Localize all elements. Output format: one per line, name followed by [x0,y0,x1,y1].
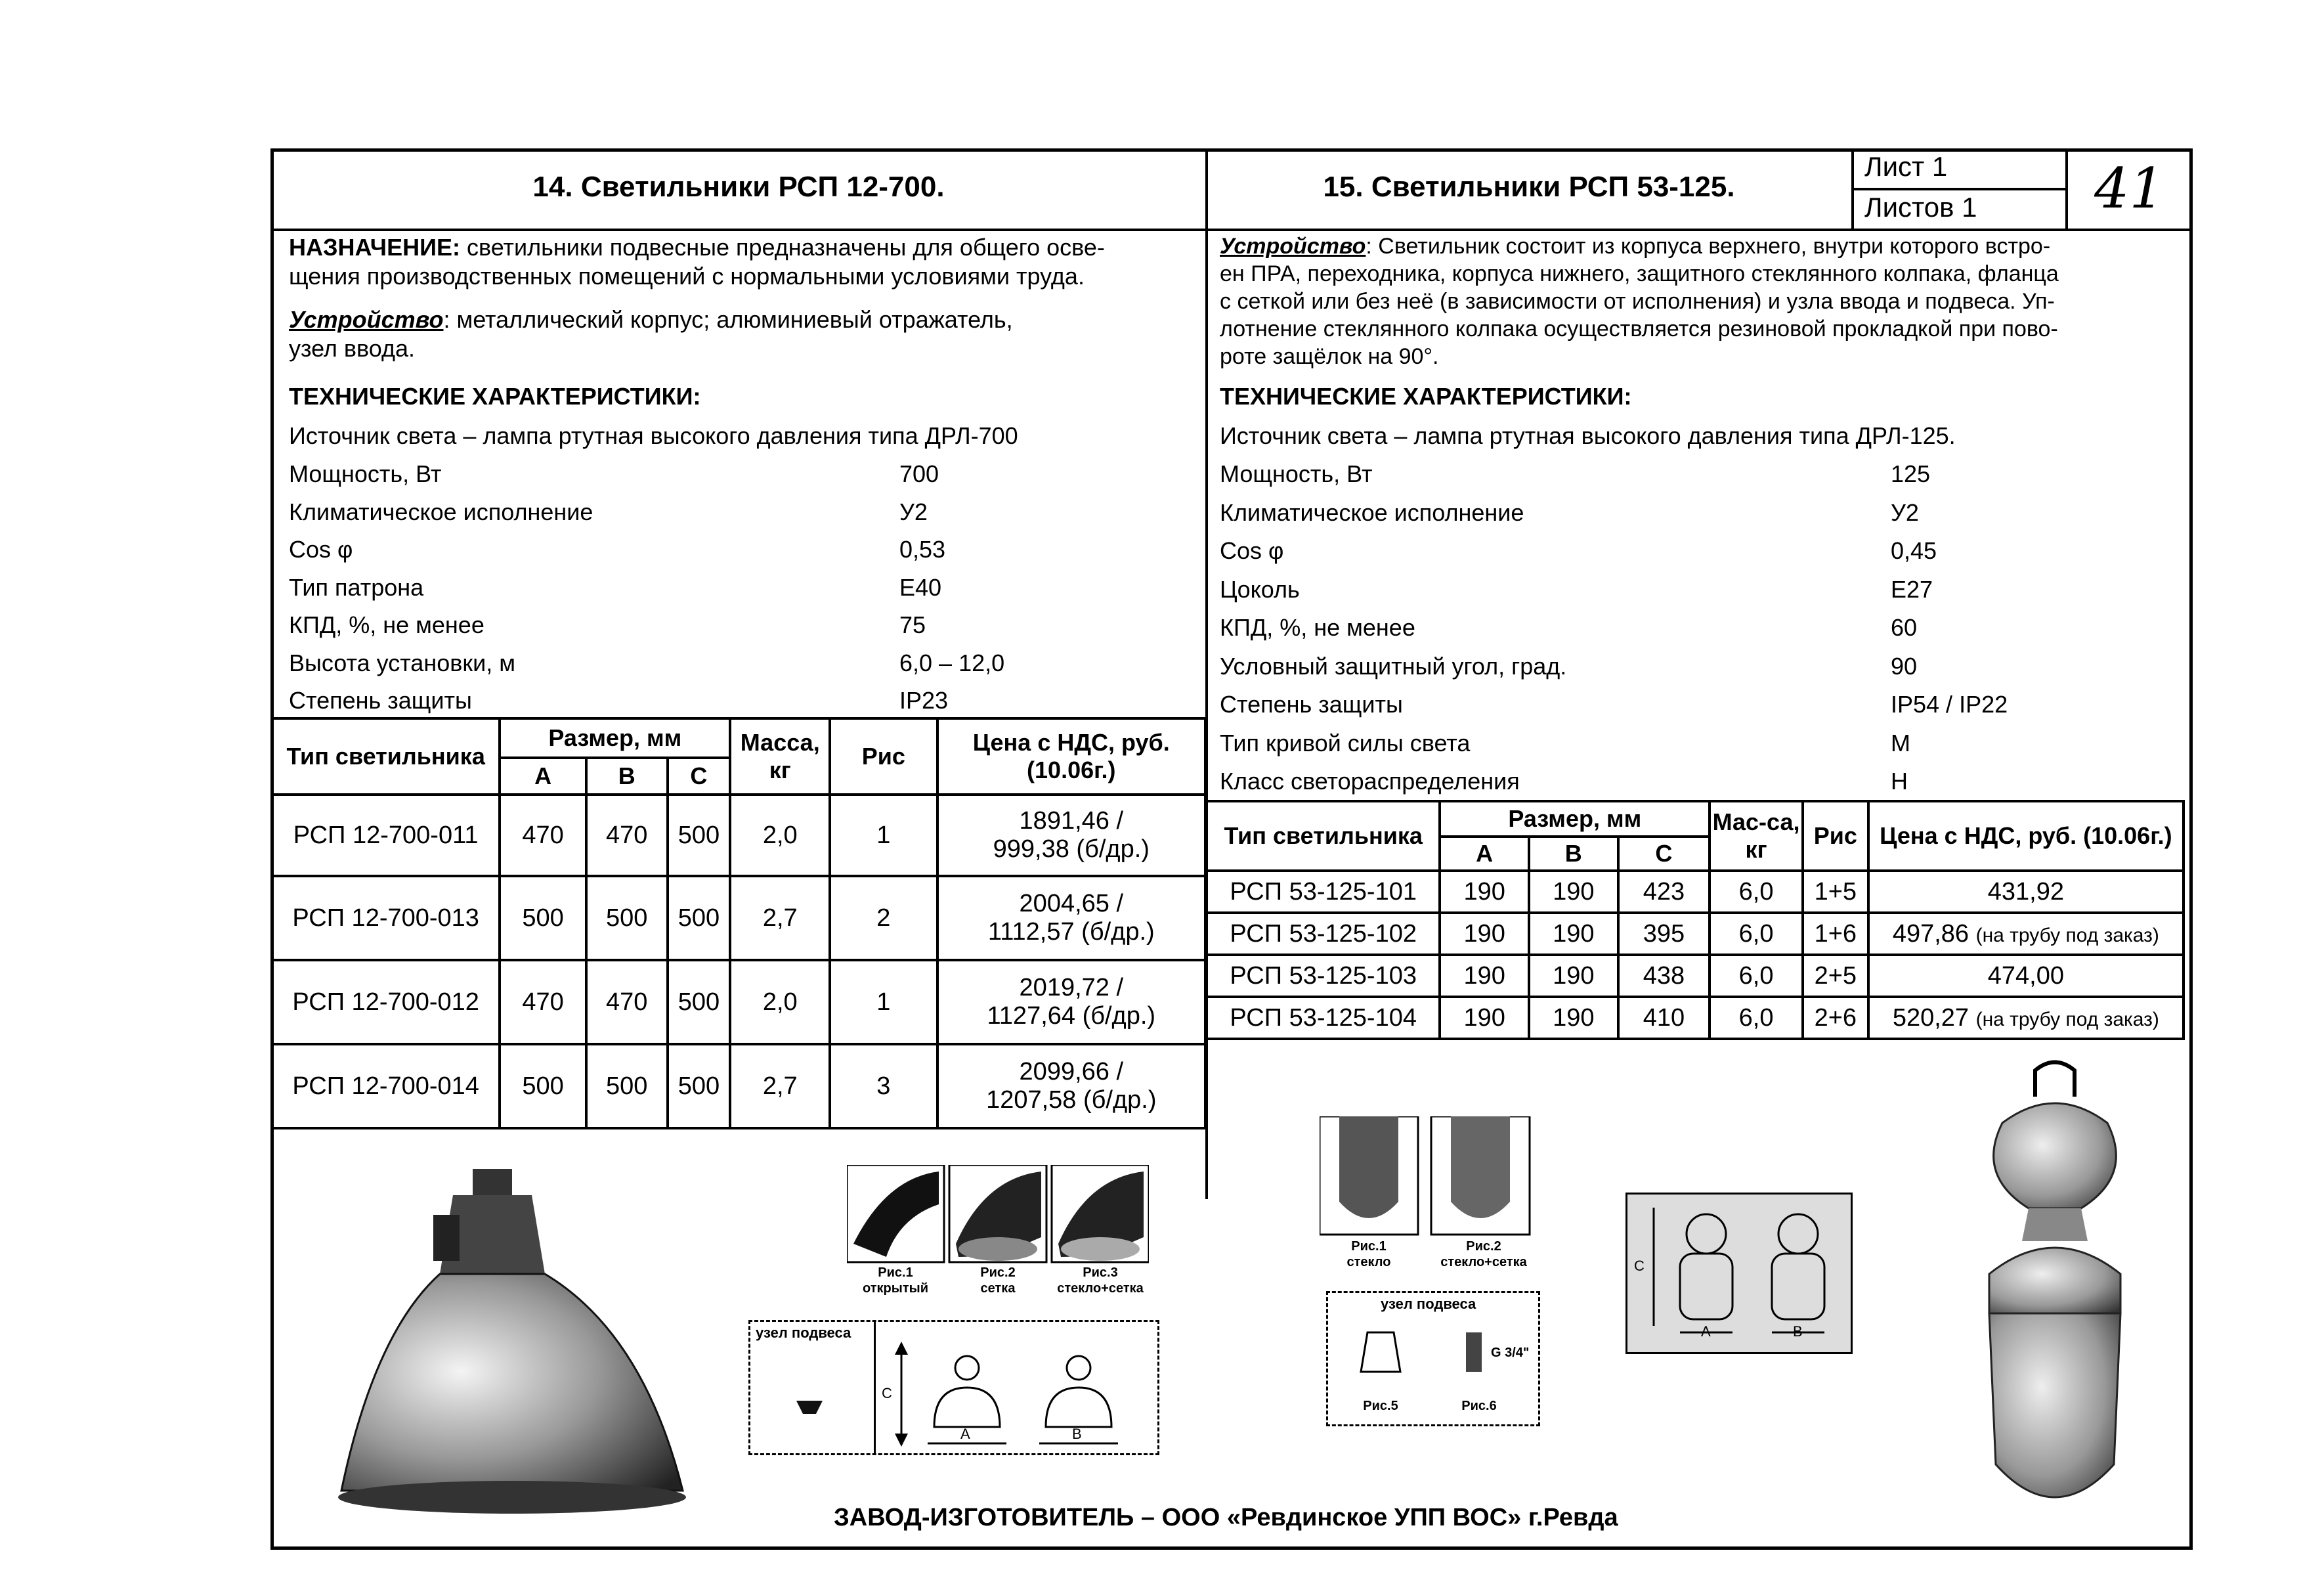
table-cell: 6,0 [1710,871,1803,913]
purpose-text: светильники подвесные предназначены для общего осве- [467,234,1105,261]
table-cell: 2+5 [1803,955,1868,997]
price-line: 2099,66 / [1019,1058,1124,1085]
table-cell: 500 [500,876,586,960]
table-cell: 423 [1618,871,1710,913]
device-line: ен ПРА, переходника, корпуса нижнего, защитного стеклянного колпака, фланца [1220,261,2059,286]
price-note: (на трубу под заказ) [1975,924,2159,946]
right-device-label: Устройство [1220,234,1366,259]
device-line: лотнение стеклянного колпака осуществляется резиновой прокладкой при пово- [1220,317,2058,341]
price-value: 520,27 [1892,1003,1969,1032]
table-row [1207,955,2184,997]
table-cell: 1+5 [1803,871,1868,913]
table-row [1207,913,2184,955]
table-cell: РСП 12-700-012 [272,960,500,1044]
table-cell: 500 [668,876,731,960]
device-label: Устройство [289,306,444,333]
table-cell: 2,7 [730,876,830,960]
right-fig-strip [1320,1116,1543,1287]
spec-name: Степень защиты [1220,691,1403,718]
table-cell [937,795,1205,876]
table-cell: 3 [830,1044,937,1128]
spec-name: КПД, %, не менее [1220,614,1415,641]
spec-value: IP54 / IP22 [1891,691,2008,718]
purpose-label: НАЗНАЧЕНИЕ: [289,234,460,261]
page-number: 41 [2094,156,2164,221]
spec-name: Класс светораспределения [1220,768,1520,795]
table-cell: 2 [830,876,937,960]
table-cell: РСП 53-125-104 [1207,997,1440,1039]
table-row [1207,871,2184,913]
price-value: 474,00 [1987,961,2064,990]
table-cell: РСП 53-125-103 [1207,955,1440,997]
spec-name: Цоколь [1220,575,1300,603]
spec-name: Мощность, Вт [289,460,442,487]
rth-price: Цена с НДС, руб. (10.06г.) [1868,801,2184,871]
table-cell: 1+6 [1803,913,1868,955]
table-cell [937,876,1205,960]
th-mass: Масса, кг [730,718,830,795]
table-cell: 190 [1440,955,1529,997]
th-b: В [586,758,668,795]
device-line: роте защёлок на 90°. [1220,344,1439,369]
price-line: 1112,57 (б/др.) [987,918,1155,946]
table-cell: РСП 53-125-101 [1207,871,1440,913]
spec-name: Степень защиты [289,687,472,714]
th-price: Цена с НДС, руб. (10.06г.) [937,718,1205,795]
table-cell: РСП 53-125-102 [1207,913,1440,955]
right-node-label: узел подвеса [1381,1296,1476,1312]
dim-b-label: В [1072,1426,1082,1442]
rdim-a-label: А [1701,1323,1711,1340]
table-cell: 500 [586,876,668,960]
left-light-source: Источник света – лампа ртутная высокого давления типа ДРЛ-700 [289,422,1018,449]
device-text: : металлический корпус; алюминиевый отражатель, [443,306,1013,333]
sheet-number: Лист 1 [1864,151,1948,182]
fig5-caption: Рис.5 [1363,1399,1398,1413]
table-row [272,876,1205,960]
spec-name: Условный защитный угол, град. [1220,652,1567,680]
table-cell: 190 [1440,997,1529,1039]
fig3-caption-b: стекло+сетка [1057,1281,1144,1296]
title-divider [270,229,2193,231]
th-c: С [668,758,731,795]
spec-name: Высота установки, м [289,649,515,676]
spec-value: Н [1891,768,1908,795]
spec-value: У2 [1891,498,1919,526]
sheet-count: Листов 1 [1864,192,1977,223]
spec-name: Тип кривой силы света [1220,729,1471,756]
price-line: 1891,46 / [1019,807,1124,835]
price-line: 999,38 (б/др.) [993,835,1150,863]
left-device [289,305,1201,363]
rdim-b-label: В [1793,1323,1803,1340]
table-row [272,1044,1205,1128]
table-cell: 2,7 [730,1044,830,1128]
right-dimension-drawing [1625,1193,1853,1354]
table-cell: 470 [586,960,668,1044]
thread-label: G 3/4" [1491,1346,1530,1360]
spec-value: У2 [899,498,928,525]
table-row [1207,997,2184,1039]
rfig1-caption: Рис.1 [1351,1239,1387,1254]
table-cell: 6,0 [1710,913,1803,955]
rfig2-caption: Рис.2 [1466,1239,1501,1254]
lamp-rsp-12-700-image [315,1162,709,1530]
left-dimension-drawing [748,1320,1159,1455]
spec-value: 0,53 [899,536,946,563]
fig2-caption: Рис.2 [980,1265,1016,1280]
spec-name: Мощность, Вт [1220,460,1373,487]
table-cell: 438 [1618,955,1710,997]
left-title: 14. Светильники РСП 12-700. [532,171,945,203]
dim-c-label: С [882,1385,892,1401]
table-cell: 2,0 [730,960,830,1044]
spec-value: 60 [1891,614,1918,641]
table-cell: 2,0 [730,795,830,876]
device-line: с сеткой или без неё (в зависимости от исполнения) и узла ввода и подвеса. Уп- [1220,289,2055,314]
rth-type: Тип светильника [1207,801,1440,871]
table-cell: 190 [1440,913,1529,955]
table-row [272,960,1205,1044]
th-a: А [500,758,586,795]
table-cell: РСП 12-700-014 [272,1044,500,1128]
table-cell: 410 [1618,997,1710,1039]
rth-fig: Рис [1803,801,1868,871]
spec-value: Е27 [1891,575,1933,603]
price-note: (на трубу под заказ) [1975,1008,2159,1030]
table-cell: 500 [668,795,731,876]
table-row [272,795,1205,876]
rdim-c-label: С [1634,1258,1645,1274]
rfig1-caption-b: стекло [1346,1255,1391,1269]
rfig2-caption-b: стекло+сетка [1440,1255,1527,1269]
th-type: Тип светильника [272,718,500,795]
table-cell: 6,0 [1710,997,1803,1039]
spec-value: М [1891,729,1910,756]
table-cell: 1 [830,795,937,876]
table-cell [1868,955,2184,997]
price-line: 2004,65 / [1019,890,1124,917]
price-line: 2019,72 / [1019,974,1124,1001]
rth-mass: Мас-са, кг [1710,801,1803,871]
table-cell: РСП 12-700-011 [272,795,500,876]
table-cell: 500 [500,1044,586,1128]
table-cell: 190 [1529,913,1618,955]
rth-b: В [1529,837,1618,871]
spec-value: 90 [1891,652,1918,680]
table-cell [1868,997,2184,1039]
fig1-caption-b: открытый [863,1281,928,1296]
table-cell: 1 [830,960,937,1044]
spec-name: КПД, %, не менее [289,611,484,638]
right-node-box [1326,1291,1540,1426]
right-table [1205,800,2185,1040]
table-cell: 500 [668,960,731,1044]
device-text-2: узел ввода. [289,335,416,362]
device-line: : Светильник состоит из корпуса верхнего, внутри которого встро- [1366,234,2051,259]
price-value: 497,86 [1892,919,1969,948]
spec-value: 75 [899,611,926,638]
rth-c: С [1618,837,1710,871]
table-cell [937,1044,1205,1128]
price-line: 1127,64 (б/др.) [987,1002,1156,1030]
table-cell [1868,871,2184,913]
table-cell: РСП 12-700-013 [272,876,500,960]
table-cell: 190 [1529,997,1618,1039]
table-cell: 395 [1618,913,1710,955]
table-cell: 190 [1440,871,1529,913]
lamp-rsp-53-125-image [1930,1057,2180,1530]
table-cell [1868,913,2184,955]
right-light-source: Источник света – лампа ртутная высокого давления типа ДРЛ-125. [1220,422,1956,449]
th-size: Размер, мм [500,718,730,758]
spec-value: Е40 [899,573,942,601]
left-table [270,717,1207,1129]
table-cell: 190 [1529,871,1618,913]
table-cell: 500 [586,1044,668,1128]
fig6-caption: Рис.6 [1461,1399,1497,1413]
sheet-divider-2 [2065,148,2068,230]
table-cell: 2+6 [1803,997,1868,1039]
fig1-caption: Рис.1 [878,1265,913,1280]
fig2-caption-b: сетка [980,1281,1016,1296]
th-fig: Рис [830,718,937,795]
spec-value: 0,45 [1891,537,1937,564]
table-cell: 470 [586,795,668,876]
spec-name: Климатическое исполнение [289,498,593,525]
purpose-text-2: щения производственных помещений с нормальными условиями труда. [289,263,1085,290]
rth-size: Размер, мм [1440,801,1710,837]
right-tech-header: ТЕХНИЧЕСКИЕ ХАРАКТЕРИСТИКИ: [1220,383,1632,410]
spec-name: Cos φ [289,536,353,563]
table-cell: 6,0 [1710,955,1803,997]
spec-name: Тип патрона [289,573,424,601]
left-purpose [289,233,1201,291]
right-device [1220,232,2185,370]
price-line: 1207,58 (б/др.) [986,1086,1157,1114]
left-node-label: узел подвеса [756,1325,851,1341]
spec-value: IP23 [899,687,949,714]
spec-value: 125 [1891,460,1931,487]
dim-a-label: А [960,1426,970,1442]
right-title: 15. Светильники РСП 53-125. [1323,171,1735,203]
sheet-hline [1851,188,2065,190]
table-cell: 470 [500,960,586,1044]
fig3-caption: Рис.3 [1083,1265,1118,1280]
table-cell: 500 [668,1044,731,1128]
spec-name: Cos φ [1220,537,1284,564]
left-tech-header: ТЕХНИЧЕСКИЕ ХАРАКТЕРИСТИКИ: [289,383,701,410]
manufacturer-footer: ЗАВОД-ИЗГОТОВИТЕЛЬ – ООО «Ревдинское УПП ВОС» г.Ревда [834,1504,1618,1531]
spec-name: Климатическое исполнение [1220,498,1524,526]
left-fig-strip [847,1165,1149,1296]
table-cell: 190 [1529,955,1618,997]
spec-value: 700 [899,460,939,487]
table-cell [937,960,1205,1044]
price-value: 431,92 [1987,877,2064,906]
table-cell: 470 [500,795,586,876]
spec-value: 6,0 – 12,0 [899,649,1005,676]
rth-a: А [1440,837,1529,871]
